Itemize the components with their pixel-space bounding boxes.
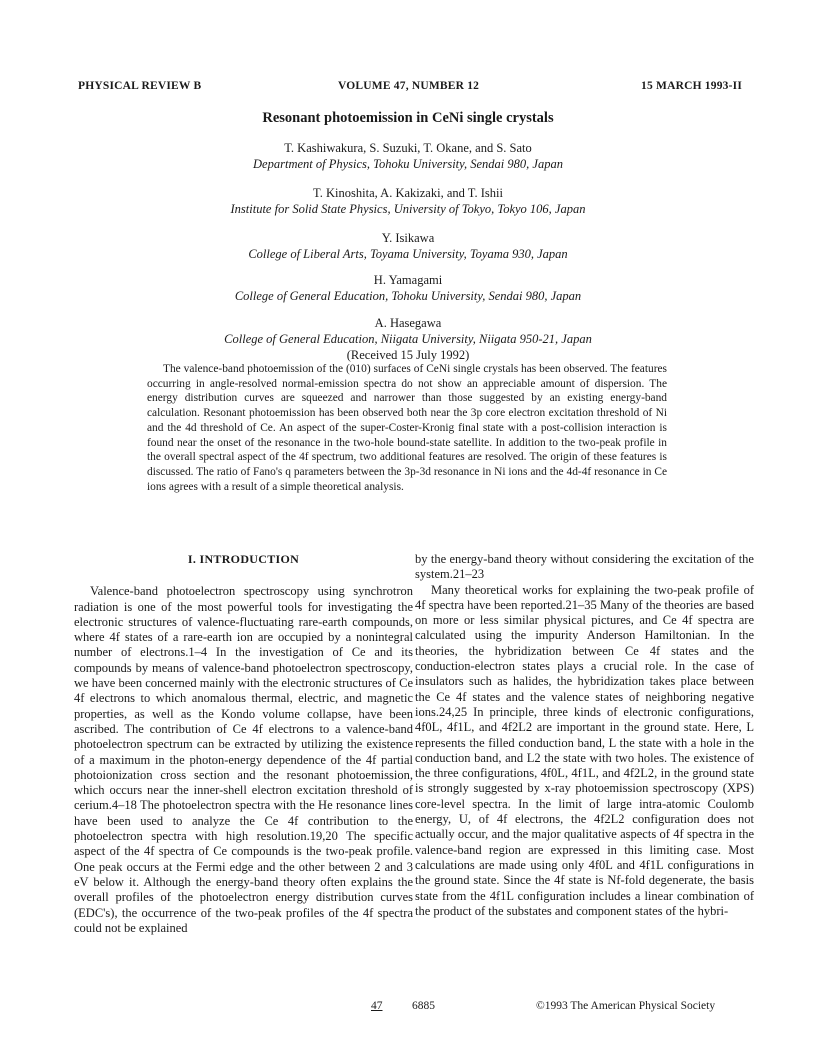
author-affiliation: Department of Physics, Tohoku University, Sendai 980, Japan [253, 157, 563, 171]
paper-title: Resonant photoemission in CeNi single crystals [262, 110, 554, 126]
footer-page-number: 6885 [412, 1000, 435, 1012]
author-names: T. Kashiwakura, S. Suzuki, T. Okane, and S. Sato [284, 141, 532, 155]
volume-number: VOLUME 47, NUMBER 12 [338, 80, 480, 92]
author-names: T. Kinoshita, A. Kakizaki, and T. Ishii [313, 186, 503, 200]
author-block-5 [0, 315, 816, 363]
right-column [415, 552, 754, 919]
footer-copyright: ©1993 The American Physical Society [536, 1000, 716, 1012]
author-names: Y. Isikawa [381, 231, 435, 245]
footer-volume: 47 [371, 1000, 383, 1012]
author-affiliation: Institute for Solid State Physics, University of Tokyo, Tokyo 106, Japan [230, 202, 586, 216]
section-heading: I. INTRODUCTION [187, 552, 300, 566]
intro-paragraph-1-continued: by the energy-band theory without considering the excitation of the system.21–23 [415, 552, 754, 582]
author-block-2 [0, 185, 816, 217]
journal-name: PHYSICAL REVIEW B [78, 80, 202, 92]
author-names: A. Hasegawa [374, 316, 442, 330]
left-column [74, 552, 413, 936]
author-affiliation: College of Liberal Arts, Toyama University, Toyama 930, Japan [248, 247, 568, 261]
received-date: (Received 15 July 1992) [346, 348, 470, 362]
intro-paragraph-2: Many theoretical works for explaining the two-peak profile of 4f spectra have been reported.21–35 Many of the theories are based on more or less similar physical pictures, and Ce 4f spectra are calculated using the impurity Anderson Hamiltonian. In the theories, the hybridization between Ce 4f states and the conduction-electron states plays a crucial role. In the case of insulators such as halides, the hybridization takes place between the Ce 4f states and the valence states of neighboring negative ions.24,25 In principle, three kinds of electronic configurations, 4f0L, 4f1L, and 4f2L2 are important in the ground state. Here, L represents the filled conduction band, L the state with a hole in the conduction band, and L2 the state with two holes. The existence of the three configurations, 4f0L, 4f1L, and 4f2L2, in the ground state is strongly suggested by x-ray photoemission spectroscopy (XPS) core-level spectra. In the limit of large intra-atomic Coulomb energy, U, of 4f electrons, the 4f2L2 configuration does not actually occur, and the major qualitative aspects of 4f spectra in the valence-band region are expressed in this limiting case. Most calculations are made using only 4f0L and 4f1L configurations in the ground state. Since the 4f state is Nf-fold degenerate, the basis state from the 4f1L configuration includes a linear combination of the product of the substates and component states of the hybri- [415, 582, 754, 918]
author-block-4 [0, 272, 816, 304]
abstract: The valence-band photoemission of the (010) surfaces of CeNi single crystals has been observed. The features occurring in angle-resolved normal-emission spectra do not show an appreciable amount of dispersion. The energy distribution curves are squeezed and narrower than those suggested by an existing energy-band calculation. Resonant photoemission has been observed both near the 3p core electron excitation threshold of Ni and the 4d threshold of Ce. An aspect of the super-Coster-Kronig final state with a post-collision interaction is found near the onset of the resonance in the two-hole bound-state satellite. In addition to the two-peak profile in the overall spectral aspect of the 4f spectrum, two additional features are resolved. The origin of these features is discussed. The ratio of Fano's q parameters between the 3p-3d resonance in Ni ions and the 4d-4f resonance in Ce ions agrees with a result of a simple theoretical analysis. [147, 363, 667, 493]
author-names: H. Yamagami [373, 273, 443, 287]
intro-paragraph-1: Valence-band photoelectron spectroscopy using synchrotron radiation is one of the most powerful tools for investigating the electronic structures of valence-fluctuating rare-earth compounds, where 4f states of a rare-earth ion are occupied by a nonintegral number of electrons.1–4 In the investigation of Ce and its compounds by means of valence-band photoelectron spectroscopy, we have been concerned mainly with the electronic structures of Ce 4f electrons to which anomalous thermal, electric, and magnetic properties, as well as the Kondo volume collapse, have been ascribed. The contribution of Ce 4f electrons to a valence-band photoelectron spectrum can be extracted by utilizing the existence of a maximum in the photon-energy dependence of the 4f partial photoionization cross section and the resonant photoemission, which occurs near the inner-shell electron excitation threshold of cerium.4–18 The photoelectron spectra with the He resonance lines have been used to analyze the Ce 4f contribution to the photoelectron spectra with high resolution.19,20 The specific aspect of the 4f spectra of Ce compounds is the two-peak profile. One peak occurs at the Fermi edge and the other between 2 and 3 eV below it. Although the energy-band theory often explains the overall profiles of the photoelectron energy distribution curves (EDC's), the occurrence of the two-peak profiles of the 4f spectra could not be explained [74, 584, 413, 935]
author-affiliation: College of General Education, Niigata University, Niigata 950-21, Japan [224, 332, 592, 346]
author-block-1 [0, 140, 816, 172]
issue-date: 15 MARCH 1993-II [641, 80, 742, 92]
author-affiliation: College of General Education, Tohoku University, Sendai 980, Japan [234, 289, 582, 303]
author-block-3 [0, 230, 816, 262]
